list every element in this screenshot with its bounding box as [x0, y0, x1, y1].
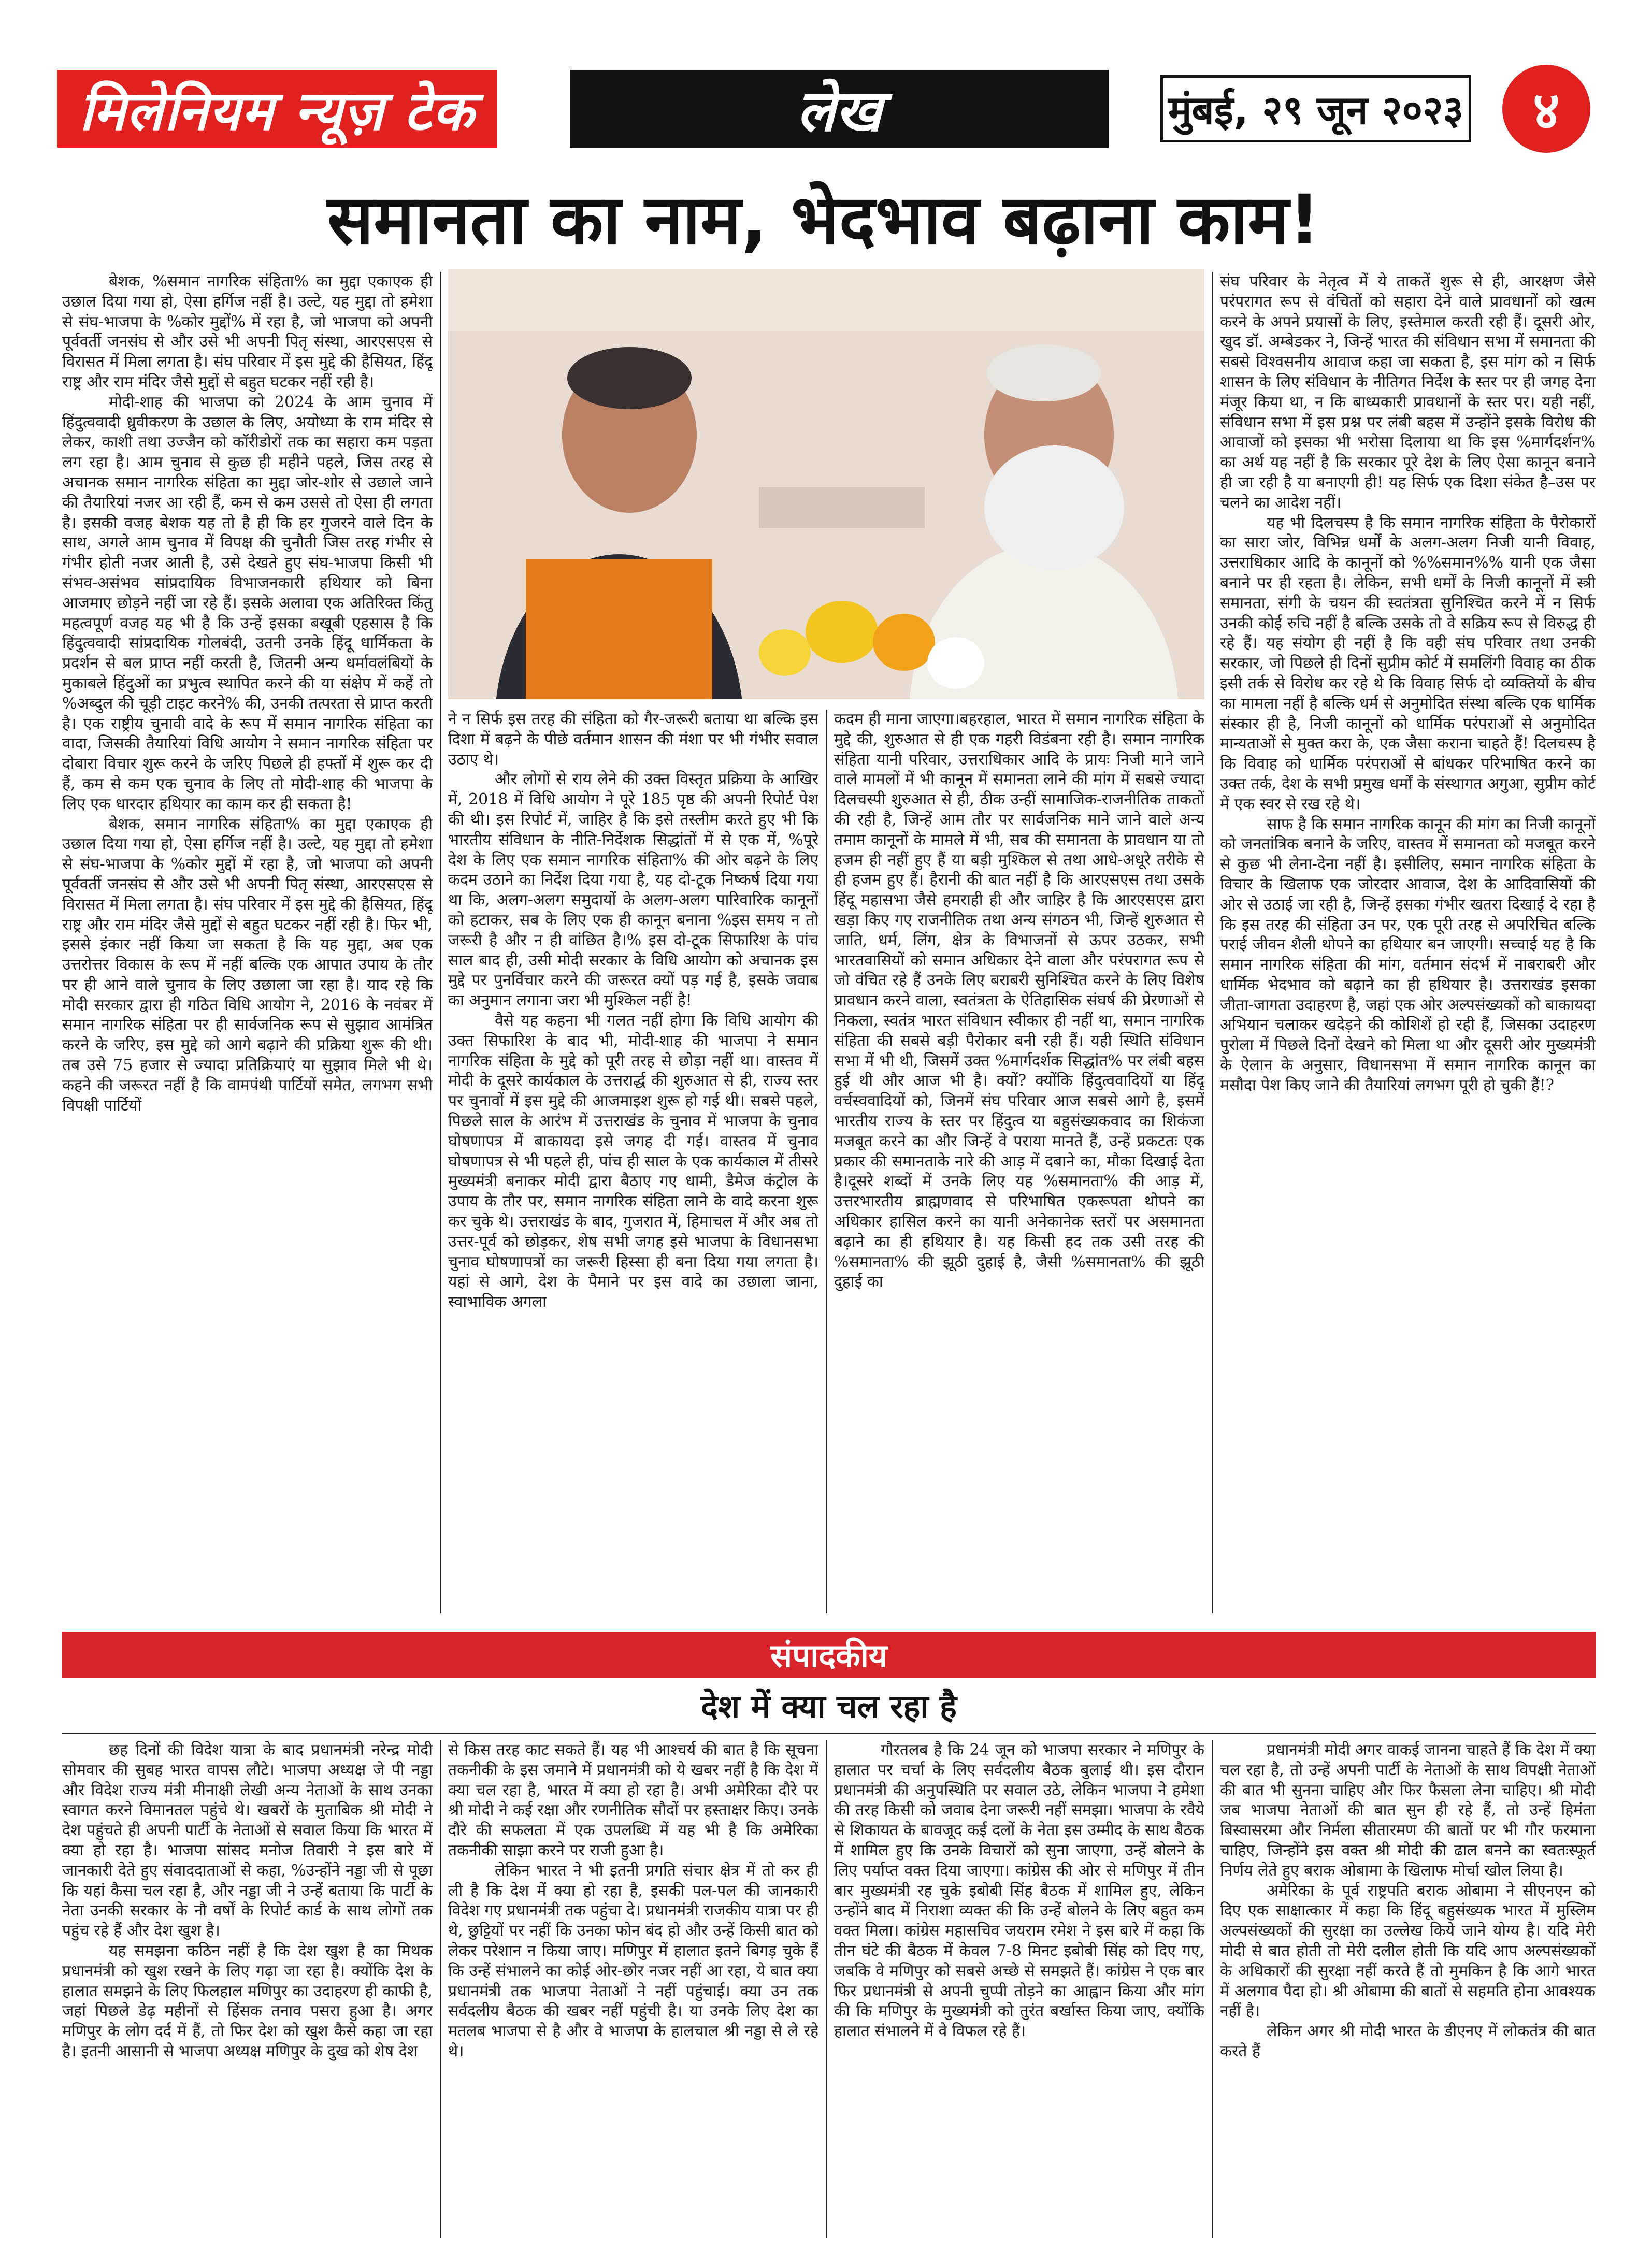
article-paragraph: कदम ही माना जाएगा।बहरहाल, भारत में समान नागरिक संहिता के मुद्दे की, शुरुआत से ही एक गहरी विडंबना रही है। समान नागरिक संहिता यानी परिवार, उत्तराधिकार आदि के प्रायः निजी माने जाने वाले मामलों में भी कानून में समानता लाने की मांग में सबसे ज्यादा दिलचस्पी शुरुआत से ही, ठीक उन्हीं सामाजिक-राजनीतिक ताकतों की रही है, जिन्हें आम तौर पर सार्वजनिक माने जाने वाले अन्य तमाम कानूनों के मामले में भी, सब की समानता के प्रावधान या तो हजम ही नहीं हुए हैं या बड़ी मुश्किल से तथा आधे-अधूरे तरीके से ही हजम हुए हैं। हैरानी की बात नहीं है कि आरएसएस तथा उसके हिंदू महासभा जैसे हमराही ही और जाहिर है कि आरएसएस द्वारा खड़ा किए गए राजनीतिक तथा अन्य संगठन भी, जिन्हें शुरुआत से जाति, धर्म, लिंग, क्षेत्र के विभाजनों से ऊपर उठकर, सभी भारतवासियों को समान अधिकार देने वाला और परंपरागत रूप से जो वंचित रहे हैं उनके लिए बराबरी सुनिश्चित करने के लिए विशेष प्रावधान करने वाला, स्वतंत्रता के ऐतिहासिक संघर्ष की प्रेरणाओं से निकला, स्वतंत्र भारत संविधान स्वीकार ही नहीं था, समान नागरिक संहिता की सबसे बड़ी पैरोकार बनी रही हैं। यही स्थिति संविधान सभा में भी थी, जिसमें उक्त %मार्गदर्शक सिद्धांत% पर लंबी बहस हुई थी और आज भी है। क्यों? क्योंकि हिंदुत्ववादियों या हिंदू वर्चस्ववादियों को, जिनमें संघ परिवार आज सबसे आगे है, इसमें भारतीय राज्य के स्तर पर हिंदुत्व या बहुसंख्यकवाद का शिकंजा मजबूत करने का और जिन्हें वे पराया मानते हैं, उन्हें प्रकटतः एक प्रकार की समानताके नारे की आड़ में दबाने का, मौका दिखाई देता है।दूसरे शब्दों में उनके लिए यह %समानता% की आड़ में, उत्तरभारतीय ब्राह्मणवाद से परिभाषित एकरूपता थोपने का अधिकार हासिल करने का यानी अनेकानेक स्तरों पर असमानता बढ़ाने का ही हथियार है। यह किसी हद तक उसी तरह की %समानता% की झूठी दुहाई है, जैसी %समानता% की झूठी दुहाई का	[834, 710, 1204, 1291]
editorial-column-1	[62, 1740, 433, 2238]
article-paragraph: मोदी-शाह की भाजपा को 2024 के आम चुनाव में हिंदुत्ववादी ध्रुवीकरण के उछाल के लिए, अयोध्या के राम मंदिर से लेकर, काशी तथा उज्जैन को कॉरीडोरों तक का सहारा कम पड़ता लग रहा है। आम चुनाव से कुछ ही महीने पहले, जिस तरह से अचानक समान नागरिक संहिता का मुद्दा जोर-शोर से उछाले जाने की तैयारियां नजर आ रही हैं, कम से कम उससे तो ऐसा ही लगता है। इसकी वजह बेशक यह तो है ही कि हर गुजरने वाले दिन के साथ, अगले आम चुनाव में विपक्ष की चुनौती जिस तरह गंभीर से गंभीर होती नजर आती है, उसे देखते हुए संघ-भाजपा किसी भी संभव-असंभव सांप्रदायिक विभाजनकारी हथियार को बिना आजमाए छोड़ने नहीं जा रहे हैं। इसके अलावा एक अतिरिक्त किंतु महत्वपूर्ण वजह यह भी है कि उन्हें इसका बखूबी एहसास है कि हिंदुत्ववादी सांप्रदायिक गोलबंदी, उतनी उनके हिंदू धार्मिकता के प्रदर्शन से बल प्राप्त नहीं करती है, जितनी अन्य धर्मावलंबियों के मुकाबले हिंदुओं का प्रभुत्व स्थापित करने की या संक्षेप में कहें तो %अब्दुल की चूड़ी टाइट करने% की, उनकी तत्परता से प्राप्त करती है। एक राष्ट्रीय चुनावी वादे के रूप में समान नागरिक संहिता का वादा, जिसकी तैयारियां विधि आयोग ने समान नागरिक संहिता पर दोबारा विचार शुरू करने के जरिए पिछले ही हफ्तों में शुरू कर दी हैं, कम से कम एक चुनाव के लिए तो मोदी-शाह की भाजपा के लिए एक धारदार हथियार का काम कर ही सकता है!	[62, 393, 433, 813]
editorial-paragraph: अमेरिका के पूर्व राष्ट्रपति बराक ओबामा ने सीएनएन को दिए एक साक्षात्कार में कहा कि हिंदू बहुसंख्यक भारत में मुस्लिम अल्पसंख्यकों की सुरक्षा का उल्लेख किये जाने योग्य है। यदि मेरी मोदी से बात होती तो मेरी दलील होती कि यदि आप अल्पसंख्यकों के अधिकारों की सुरक्षा नहीं करते हैं तो मुमकिन है कि आगे भारत में अलगाव पैदा हो। श्री ओबामा की बातों से सहमति होना आवश्यक नहीं है।	[1220, 1881, 1596, 2021]
article-column-4	[1220, 272, 1596, 1613]
article-column-1	[62, 272, 433, 1613]
dateline-box	[1160, 75, 1471, 142]
article-paragraph: बेशक, %समान नागरिक संहिता% का मुद्दा एकाएक ही उछाल दिया गया हो, ऐसा हर्गिज नहीं है। उल्टे, यह मुद्दा तो हमेशा से संघ-भाजपा के %कोर मुद्दों% में रहा है, जो भाजपा को अपनी पूर्ववर्ती जनसंघ से और उसे भी अपनी पितृ संस्था, आरएसएस से विरासत में मिला लगता है। संघ परिवार में इस मुद्दे की हैसियत, हिंदू राष्ट्र और राम मंदिर जैसे मुद्दों से बहुत घटकर नहीं रही है।	[62, 272, 433, 391]
editorial-paragraph: प्रधानमंत्री मोदी अगर वाकई जानना चाहते हैं कि देश में क्या चल रहा है, तो उन्हें अपनी पार्टी के नेताओं के साथ विपक्षी नेताओं की बात भी सुनना चाहिए और फिर फैसला लेना चाहिए। श्री मोदी जब भाजपा नेताओं की बात सुन ही रहे हैं, तो उन्हें हिमंता बिस्वासरमा और निर्मला सीतारमण की बातों पर भी गौर फरमाना चाहिए, जिन्होंने इस वक्त श्री मोदी की ढाल बनने का स्वतःस्फूर्त निर्णय लेते हुए बराक ओबामा के खिलाफ मोर्चा खोल लिया है।	[1220, 1741, 1596, 1880]
brand-logo	[57, 70, 497, 148]
dateline: मुंबई, २९ जून २०२३	[1168, 86, 1464, 133]
article-headline: समानता का नाम, भेदभाव बढ़ाना काम!	[327, 180, 1320, 260]
news-photo	[448, 269, 1204, 699]
article-paragraph: संघ परिवार के नेतृत्व में ये ताकतें शुरू से ही, आरक्षण जैसे परंपरागत रूप से वंचितों को सहारा देने वाले प्रावधानों को खत्म करने के अपने प्रयासों के लिए, इस्तेमाल करती रही हैं। दूसरी ओर, खुद डॉ. अम्बेडकर ने, जिन्हें भारत की संविधान सभा में समानता की सबसे विश्वसनीय आवाज कहा जा सकता है, इस मांग को न सिर्फ शासन के लिए संविधान के नीतिगत निर्देश के स्तर पर ही जगह देना मंजूर किया था, न कि बाध्यकारी प्रावधानों के स्तर पर। यही नहीं, संविधान सभा में इस प्रश्न पर लंबी बहस में उन्होंने इसके विरोध की आवाजों को इसका भी भरोसा दिलाया था कि इस %मार्गदर्शन% का अर्थ यह नहीं है कि सरकार पूरे देश के लिए ऐसा कानून बनाने ही जा रही है या बनाएगी ही! यह सिर्फ एक दिशा संकेत है–उस पर चलने का आदेश नहीं।	[1220, 272, 1596, 512]
editorial-column-3	[834, 1740, 1204, 2238]
article-column-2	[448, 710, 818, 1613]
article-paragraph: और लोगों से राय लेने की उक्त विस्तृत प्रक्रिया के आखिर में, 2018 में विधि आयोग ने पूरे 185 पृष्ठ की अपनी रिपोर्ट पेश की थी। इस रिपोर्ट में, जाहिर है कि इसे तस्लीम करते हुए भी कि भारतीय संविधान के नीति-निर्देशक सिद्धांतों में से एक में, %पूरे देश के लिए एक समान नागरिक संहिता% की ओर बढ़ने के लिए कदम उठाने का निर्देश दिया गया है, यह दो-टूक निष्कर्ष दिया गया था कि, अलग-अलग समुदायों के अलग-अलग पारिवारिक कानूनों को हटाकर, सब के लिए एक ही कानून बनाना %इस समय न तो जरूरी है और न ही वांछित है।% इस दो-टूक सिफारिश के पांच साल बाद ही, उसी मोदी सरकार के विधि आयोग को अचानक इस मुद्दे पर पुनर्विचार करने की जरूरत क्यों पड़ गई है, इसके जवाब का अनुमान लगाना जरा भी मुश्किल नहीं है!	[448, 770, 818, 1010]
editorial-column-4	[1220, 1740, 1596, 2238]
column-divider	[1212, 272, 1213, 1613]
article-paragraph: बेशक, समान नागरिक संहिता% का मुद्दा एकाएक ही उछाल दिया गया हो, ऐसा हर्गिज नहीं है। उल्टे, यह मुद्दा तो हमेशा से संघ-भाजपा के %कोर मुद्दों में रहा है, जो भाजपा को अपनी पूर्ववर्ती जनसंघ से और उसे भी अपनी पितृ संस्था, आरएसएस से विरासत में मिला लगता है। संघ परिवार में इस मुद्दे की हैसियत, हिंदू राष्ट्र और राम मंदिर जैसे मुद्दों से बहुत घटकर नहीं रही है। फिर भी, इससे इंकार नहीं किया जा सकता है कि यह मुद्दा, अब एक उत्तरोत्तर विकास के रूप में नहीं बल्कि एक आपात उपाय के तौर पर ही आने वाले चुनाव के लिए उछाला जा रहा है। याद रहे कि मोदी सरकार द्वारा ही गठित विधि आयोग ने, 2016 के नवंबर में समान नागरिक संहिता पर ही सार्वजनिक रूप से सुझाव आमंत्रित करने के जरिए, इस मुद्दे को आगे बढ़ाने की प्रक्रिया शुरू की थी। तब उसे 75 हजार से ज्यादा प्रतिक्रियाएं या सुझाव मिले भी थे। कहने की जरूरत नहीं है कि वामपंथी पार्टियों समेत, लगभग सभी विपक्षी पार्टियों	[62, 815, 433, 1115]
editorial-paragraph: छह दिनों की विदेश यात्रा के बाद प्रधानमंत्री नरेन्द्र मोदी सोमवार की सुबह भारत वापस लौटे। भाजपा अध्यक्ष जे पी नड्डा और विदेश राज्य मंत्री मीनाक्षी लेखी अन्य नेताओं के साथ उनका स्वागत करने विमानतल पहुंचे थे। खबरों के मुताबिक श्री मोदी ने देश पहुंचते ही अपनी पार्टी के नेताओं से सवाल किया कि भारत में क्या हो रहा है। भाजपा सांसद मनोज तिवारी ने इस बारे में जानकारी देते हुए संवाददाताओं से कहा, %उन्होंने नड्डा जी से पूछा कि यहां कैसा चल रहा है, और नड्डा जी ने उन्हें बताया कि पार्टी के नेता उनकी सरकार के नौ वर्षों के रिपोर्ट कार्ड के साथ लोगों तक पहुंच रहे हैं और देश खुश है।	[62, 1741, 433, 1940]
news-photo-icon	[448, 269, 1204, 699]
editorial-paragraph: लेकिन भारत ने भी इतनी प्रगति संचार क्षेत्र में तो कर ही ली है कि देश में क्या हो रहा है, इसकी पल-पल की जानकारी विदेश गए प्रधानमंत्री तक पहुंचा दे। प्रधानमंत्री राजकीय यात्रा पर ही थे, छुट्टियों पर नहीं कि उनका फोन बंद हो और उन्हें किसी बात को लेकर परेशान न किया जाए। मणिपुर में हालात इतने बिगड़ चुके हैं कि उन्हें संभालने का कोई ओर-छोर नजर नहीं आ रहा, ये बात क्या प्रधानमंत्री तक भाजपा नेताओं ने नहीं पहुंचाई। क्या उन तक सर्वदलीय बैठक की खबर नहीं पहुंची है। या उनके लिए देश का मतलब भाजपा से है और वे भाजपा के हालचाल श्री नड्डा से ले रहे थे।	[448, 1861, 818, 2060]
editorial-rule	[62, 1733, 1596, 1734]
masthead	[57, 54, 1596, 158]
brand-name: मिलेनियम न्यूज़ टेक	[79, 79, 475, 142]
column-divider	[440, 1740, 441, 2238]
editorial-paragraph: यह समझना कठिन नहीं है कि देश खुश है का मिथक प्रधानमंत्री को खुश रखने के लिए गढ़ा जा रहा है। क्योंकि देश के हालात समझने के लिए फिलहाल मणिपुर का उदाहरण ही काफी है, जहां पिछले डेढ़ महीनों से हिंसक तनाव पसरा हुआ है। अगर मणिपुर के लोग दर्द में हैं, तो फिर देश को खुश कैसे कहा जा रहा है। इतनी आसानी से भाजपा अध्यक्ष मणिपुर के दुख को शेष देश	[62, 1941, 433, 2060]
article-column-3	[834, 710, 1204, 1613]
section-label-box	[570, 70, 1109, 148]
editorial-title: देश में क्या चल रहा है	[701, 1688, 957, 1725]
article-paragraph: यह भी दिलचस्प है कि समान नागरिक संहिता के पैरोकारों का सारा जोर, विभिन्न धर्मों के अलग-अलग निजी यानी विवाह, उत्तराधिकार आदि के कानूनों को %%समान%% यानी एक जैसा बनाने पर ही रहता है। लेकिन, सभी धर्मों के निजी कानूनों में स्त्री समानता, संगी के चयन की स्वतंत्रता सुनिश्चित करने में न सिर्फ उनकी कोई रुचि नहीं है बल्कि उसके तो वे सक्रिय रूप से विरुद्ध ही रहे हैं। यह संयोग ही नहीं है कि वही संघ परिवार तथा उनकी सरकार, जो पिछले ही दिनों सुप्रीम कोर्ट में समलिंगी विवाह का ठीक इसी तर्क से विरोध कर रहे थे कि विवाह सिर्फ दो व्यक्तियों के बीच का मामला नहीं है बल्कि धर्म से अनुमोदित संस्था बल्कि एक धार्मिक संस्कार ही है, निजी कानूनों को धार्मिक परंपराओं से अनुमोदित मान्यताओं से मुक्त करा के, एक जैसा कराना चाहते हैं! दिलचस्प है कि विवाह को धार्मिक परंपराओं से बांधकर परिभाषित करने का उक्त तर्क, देश के सभी प्रमुख धर्मों के संस्थागत अगुआ, सुप्रीम कोर्ट में एक स्वर से रख रहे थे।	[1220, 513, 1596, 813]
column-divider	[826, 1740, 827, 2238]
page-number-badge	[1502, 65, 1590, 153]
editorial-column-2	[448, 1740, 818, 2238]
article-paragraph: साफ है कि समान नागरिक कानून की मांग का निजी कानूनों को जनतांत्रिक बनाने के जरिए, वास्तव में समानता को मजबूत करने से कुछ भी लेना-देना नहीं है। इसीलिए, समान नागरिक संहिता के विचार के खिलाफ एक जोरदार आवाज, देश के आदिवासियों की ओर से उठाई जा रही है, जिन्हें इसका गंभीर खतरा दिखाई दे रहा है कि इस तरह की संहिता उन पर, एक पूरी तरह से अपरिचित बल्कि पराई जीवन शैली थोपने का हथियार बन जाएगी। सच्चाई यह है कि समान नागरिक संहिता की मांग, वर्तमान संदर्भ में नाबराबरी और धार्मिक भेदभाव को बढ़ाने का ही हथियार है। उत्तराखंड इसका जीता-जागता उदाहरण है, जहां एक ओर अल्पसंख्यकों को बाकायदा अभियान चलाकर खदेड़ने की कोशिशें हो रही हैं, जिसका उदाहरण पुरोला में पिछले दिनों देखने को मिला था और दूसरी ओर मुख्यमंत्री के ऐलान के अनुसार, विधानसभा में समान नागरिक कानून का मसौदा पेश किए जाने की तैयारियां लगभग पूरी हो चुकी हैं!?	[1220, 815, 1596, 1094]
column-divider	[440, 272, 441, 1613]
column-divider	[826, 710, 827, 1613]
article-paragraph: ने न सिर्फ इस तरह की संहिता को गैर-जरूरी बताया था बल्कि इस दिशा में बढ़ने के पीछे वर्तमान शासन की मंशा पर भी गंभीर सवाल उठाए थे।	[448, 710, 818, 769]
article-paragraph: वैसे यह कहना भी गलत नहीं होगा कि विधि आयोग की उक्त सिफारिश के बाद भी, मोदी-शाह की भाजपा ने समान नागरिक संहिता के मुद्दे को पूरी तरह से छोड़ा नहीं था। वास्तव में मोदी के दूसरे कार्यकाल के उत्तरार्द्ध की शुरुआत से ही, राज्य स्तर पर चुनावों में इस मुद्दे की आजमाइश शुरू हो गई थी। सबसे पहले, पिछले साल के आरंभ में उत्तराखंड के चुनाव में भाजपा के चुनाव घोषणापत्र में बाकायदा इसे जगह दी गई। वास्तव में चुनाव घोषणापत्र से भी पहले ही, पांच ही साल के एक कार्यकाल में तीसरे मुख्यमंत्री बनाकर मोदी द्वारा बैठाए गए धामी, डैमेज कंट्रोल के उपाय के तौर पर, समान नागरिक संहिता लाने के वादे करना शुरू कर चुके थे। उत्तराखंड के बाद, गुजरात में, हिमाचल में और अब तो उत्तर-पूर्व को छोड़कर, शेष सभी जगह इसे भाजपा के विधानसभा चुनाव घोषणापत्रों का जरूरी हिस्सा ही बना दिया गया लगता है। यहां से आगे, देश के पैमाने पर इस वादे का उछाला जाना, स्वाभाविक अगला	[448, 1011, 818, 1311]
editorial-label: संपादकीय	[770, 1637, 887, 1675]
column-divider	[1212, 1740, 1213, 2238]
editorial-paragraph: लेकिन अगर श्री मोदी भारत के डीएनए में लोकतंत्र की बात करते हैं	[1220, 2022, 1596, 2060]
editorial-banner	[62, 1632, 1596, 1678]
editorial-paragraph: गौरतलब है कि 24 जून को भाजपा सरकार ने मणिपुर के हालात पर चर्चा के लिए सर्वदलीय बैठक बुलाई थी। इस दौरान प्रधानमंत्री की अनुपस्थिति पर सवाल उठे, लेकिन भाजपा ने हमेशा की तरह किसी को जवाब देना जरूरी नहीं समझा। भाजपा के रवैये से शिकायत के बावजूद कई दलों के नेता इस उम्मीद के साथ बैठक में शामिल हुए कि उनके विचारों को सुना जाएगा, उन्हें बोलने के लिए पर्याप्त वक्त दिया जाएगा। कांग्रेस की ओर से मणिपुर में तीन बार मुख्यमंत्री रह चुके इबोबी सिंह बैठक में शामिल हुए, लेकिन उन्होंने बाद में निराशा व्यक्त की कि उन्हें बोलने के लिए बहुत कम वक्त मिला। कांग्रेस महासचिव जयराम रमेश ने इस बारे में कहा कि तीन घंटे की बैठक में केवल 7-8 मिनट इबोबी सिंह को दिए गए, जबकि वे मणिपुर को सबसे अच्छे से समझते हैं। कांग्रेस ने एक बार फिर प्रधानमंत्री से अपनी चुप्पी तोड़ने का आह्वान किया और मांग की कि मणिपुर के मुख्यमंत्री को तुरंत बर्खास्त किया जाए, क्योंकि हालात संभालने में वे विफल रहे हैं।	[834, 1741, 1204, 2041]
section-label: लेख	[796, 78, 882, 144]
page-number: ४	[1533, 80, 1560, 141]
editorial-paragraph: से किस तरह काट सकते हैं। यह भी आश्चर्य की बात है कि सूचना तकनीकी के इस जमाने में प्रधानमंत्री को ये खबर नहीं है कि देश में क्या चल रहा है, भारत में क्या हो रहा है। अभी अमेरिका दौरे पर श्री मोदी ने कई रक्षा और रणनीतिक सौदों पर हस्ताक्षर किए। उनके दौरे की सफलता में एक उपलब्धि में यह भी है कि अमेरिका तकनीकी साझा करने पर राजी हुआ है।	[448, 1741, 818, 1859]
